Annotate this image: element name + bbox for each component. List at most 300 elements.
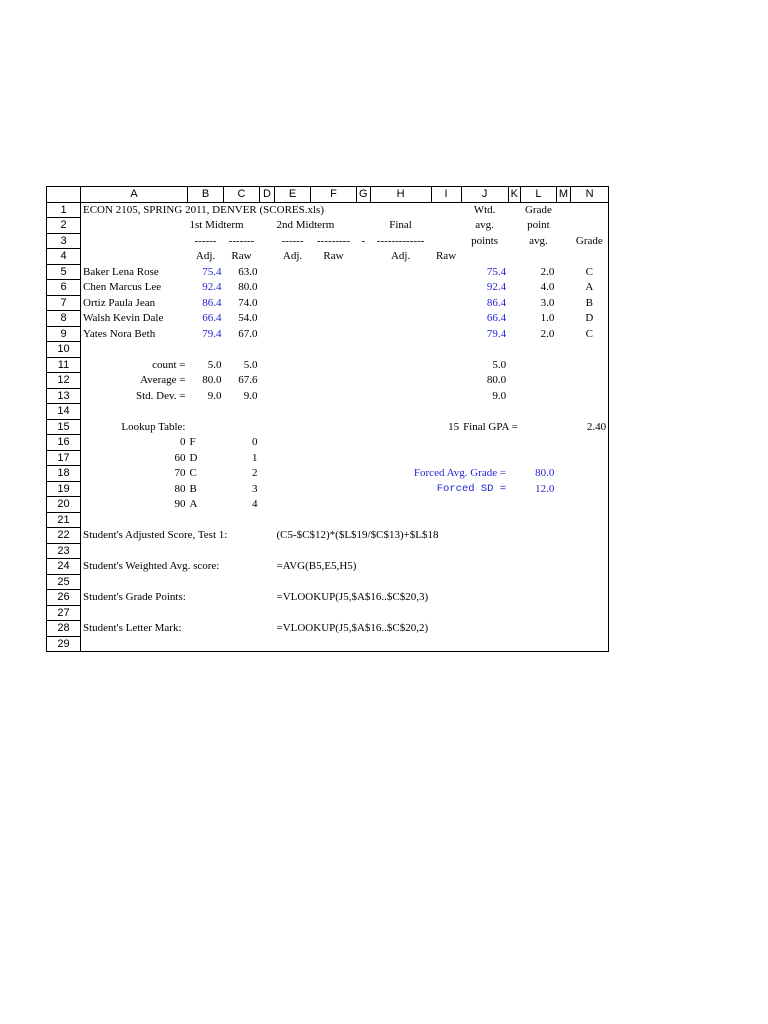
cell-i23[interactable] [431, 543, 461, 559]
cell-a16[interactable]: 0 [180, 436, 186, 449]
cell-l21[interactable] [520, 512, 556, 528]
cell-e21[interactable] [275, 512, 311, 528]
row-header[interactable]: 6 [47, 280, 81, 296]
cell-n7[interactable]: B [571, 295, 609, 311]
cell-k25[interactable] [508, 574, 520, 590]
cell-c23[interactable] [224, 543, 260, 559]
cell-a8[interactable]: Walsh Kevin Dale [83, 312, 164, 325]
cell-g4[interactable] [357, 249, 371, 265]
cell-n25[interactable] [571, 574, 609, 590]
cell-h20[interactable] [370, 497, 431, 513]
cell-n17[interactable] [571, 450, 609, 466]
cell-b20[interactable]: A [189, 498, 198, 511]
cell-b11[interactable]: 5.0 [207, 358, 222, 371]
row-header[interactable]: 8 [47, 311, 81, 327]
cell-i21[interactable] [431, 512, 461, 528]
cell-g12[interactable] [357, 373, 371, 389]
cell-i29[interactable] [431, 636, 461, 652]
cell-i8[interactable] [431, 311, 461, 327]
cell-l16[interactable] [520, 435, 556, 451]
cell-m16[interactable] [556, 435, 570, 451]
cell-a2[interactable] [81, 218, 188, 234]
cell-d17[interactable] [260, 450, 275, 466]
cell-c13[interactable]: 9.0 [243, 389, 258, 402]
cell-d12[interactable] [260, 373, 275, 389]
cell-l27[interactable] [520, 605, 556, 621]
cell-a4[interactable] [81, 249, 188, 265]
cell-g17[interactable] [357, 450, 371, 466]
cell-e7[interactable] [275, 295, 311, 311]
cell-e11[interactable] [275, 357, 311, 373]
row-header[interactable]: 19 [47, 481, 81, 497]
cell-g9[interactable] [357, 326, 371, 342]
cell-a5[interactable]: Baker Lena Rose [83, 265, 159, 278]
cell-c3[interactable]: ------- [228, 234, 255, 247]
cell-j15[interactable]: Final GPA = [463, 420, 518, 433]
cell-e15[interactable] [275, 419, 311, 435]
cell-h12[interactable] [370, 373, 431, 389]
cell-f21[interactable] [311, 512, 357, 528]
cell-c12[interactable]: 67.6 [238, 374, 258, 387]
cell-e26[interactable]: =VLOOKUP(J5,$A$16..$C$20,3) [276, 591, 429, 604]
cell-g18[interactable] [357, 466, 371, 482]
cell-f18[interactable] [311, 466, 357, 482]
cell-k1[interactable] [508, 202, 520, 218]
cell-c20[interactable]: 4 [252, 498, 258, 511]
cell-a7[interactable]: Ortiz Paula Jean [83, 296, 156, 309]
cell-g3[interactable]: - [361, 234, 366, 247]
cell-i10[interactable] [431, 342, 461, 358]
cell-g20[interactable] [357, 497, 371, 513]
cell-e25[interactable] [275, 574, 311, 590]
cell-f16[interactable] [311, 435, 357, 451]
cell-h29[interactable] [370, 636, 431, 652]
cell-f9[interactable] [311, 326, 357, 342]
cell-k2[interactable] [508, 218, 520, 234]
cell-n24[interactable] [571, 559, 609, 575]
cell-i3[interactable] [431, 233, 461, 249]
cell-n2[interactable] [571, 218, 609, 234]
cell-b23[interactable] [188, 543, 224, 559]
cell-k19[interactable] [508, 481, 520, 497]
cell-n5[interactable]: C [571, 264, 609, 280]
cell-d18[interactable] [260, 466, 275, 482]
cell-e13[interactable] [275, 388, 311, 404]
cell-d19[interactable] [260, 481, 275, 497]
cell-b8[interactable]: 66.4 [202, 312, 222, 325]
cell-a20[interactable]: 90 [174, 498, 186, 511]
column-header-m[interactable]: M [556, 187, 570, 203]
row-header[interactable]: 10 [47, 342, 81, 358]
cell-j29[interactable] [461, 636, 508, 652]
column-header-c[interactable]: C [224, 187, 260, 203]
cell-m6[interactable] [556, 280, 570, 296]
cell-h15[interactable] [370, 419, 431, 435]
row-header[interactable]: 14 [47, 404, 81, 420]
cell-m11[interactable] [556, 357, 570, 373]
cell-a1[interactable]: ECON 2105, SPRING 2011, DENVER (SCORES.xls) [83, 204, 325, 216]
cell-g5[interactable] [357, 264, 371, 280]
cell-a14[interactable] [81, 404, 188, 420]
cell-f15[interactable] [311, 419, 357, 435]
row-header[interactable]: 5 [47, 264, 81, 280]
cell-h2[interactable]: Final [389, 219, 412, 232]
cell-l25[interactable] [520, 574, 556, 590]
cell-m1[interactable] [556, 202, 570, 218]
cell-j21[interactable] [461, 512, 508, 528]
row-header[interactable]: 23 [47, 543, 81, 559]
row-header[interactable]: 16 [47, 435, 81, 451]
cell-i16[interactable] [431, 435, 461, 451]
cell-m13[interactable] [556, 388, 570, 404]
cell-k22[interactable] [508, 528, 520, 544]
cell-a15[interactable]: Lookup Table: [121, 420, 186, 433]
cell-e20[interactable] [275, 497, 311, 513]
cell-e10[interactable] [275, 342, 311, 358]
cell-b2[interactable]: 1st Midterm [189, 219, 244, 232]
row-header[interactable]: 25 [47, 574, 81, 590]
cell-n11[interactable] [571, 357, 609, 373]
cell-n16[interactable] [571, 435, 609, 451]
cell-e12[interactable] [275, 373, 311, 389]
cell-d25[interactable] [260, 574, 275, 590]
cell-a12[interactable]: Average = [140, 374, 186, 387]
row-header[interactable]: 13 [47, 388, 81, 404]
cell-m7[interactable] [556, 295, 570, 311]
column-header-g[interactable]: G [357, 187, 371, 203]
cell-h16[interactable] [370, 435, 431, 451]
cell-n10[interactable] [571, 342, 609, 358]
cell-a23[interactable] [81, 543, 188, 559]
cell-m10[interactable] [556, 342, 570, 358]
cell-k29[interactable] [508, 636, 520, 652]
cell-n20[interactable] [571, 497, 609, 513]
cell-h25[interactable] [370, 574, 431, 590]
cell-b12[interactable]: 80.0 [202, 374, 222, 387]
cell-l6[interactable]: 4.0 [540, 281, 555, 294]
cell-g8[interactable] [357, 311, 371, 327]
cell-i15[interactable]: 15 [448, 420, 460, 433]
cell-l17[interactable] [520, 450, 556, 466]
cell-g15[interactable] [357, 419, 371, 435]
cell-a24[interactable]: Student's Weighted Avg. score: [83, 560, 220, 573]
cell-b10[interactable] [188, 342, 224, 358]
cell-k26[interactable] [508, 590, 520, 606]
cell-l7[interactable]: 3.0 [540, 296, 555, 309]
cell-e14[interactable] [275, 404, 311, 420]
cell-k4[interactable] [508, 249, 520, 265]
cell-n6[interactable]: A [571, 280, 609, 296]
cell-k18[interactable] [508, 466, 520, 482]
cell-a29[interactable] [81, 636, 188, 652]
column-header-l[interactable]: L [520, 187, 556, 203]
cell-k7[interactable] [508, 295, 520, 311]
cell-a18[interactable]: 70 [174, 467, 186, 480]
cell-k20[interactable] [508, 497, 520, 513]
cell-h8[interactable] [370, 311, 431, 327]
cell-m8[interactable] [556, 311, 570, 327]
cell-l3[interactable]: avg. [529, 234, 548, 247]
cell-h27[interactable] [370, 605, 431, 621]
cell-n21[interactable] [571, 512, 609, 528]
cell-h7[interactable] [370, 295, 431, 311]
cell-c6[interactable]: 80.0 [238, 281, 258, 294]
cell-m12[interactable] [556, 373, 570, 389]
cell-b19[interactable]: B [189, 482, 197, 495]
cell-l11[interactable] [520, 357, 556, 373]
cell-m26[interactable] [556, 590, 570, 606]
row-header[interactable]: 29 [47, 636, 81, 652]
column-header-n[interactable]: N [571, 187, 609, 203]
cell-c15[interactable] [224, 419, 260, 435]
cell-i7[interactable] [431, 295, 461, 311]
cell-d5[interactable] [260, 264, 275, 280]
row-header[interactable]: 21 [47, 512, 81, 528]
cell-n4[interactable] [571, 249, 609, 265]
cell-d10[interactable] [260, 342, 275, 358]
row-header[interactable]: 15 [47, 419, 81, 435]
cell-j17[interactable] [461, 450, 508, 466]
cell-m27[interactable] [556, 605, 570, 621]
cell-i13[interactable] [431, 388, 461, 404]
cell-j4[interactable] [461, 249, 508, 265]
cell-f27[interactable] [311, 605, 357, 621]
column-header-f[interactable]: F [311, 187, 357, 203]
cell-k14[interactable] [508, 404, 520, 420]
cell-e4[interactable]: Adj. [282, 250, 303, 263]
cell-m19[interactable] [556, 481, 570, 497]
cell-m9[interactable] [556, 326, 570, 342]
cell-m15[interactable] [556, 419, 570, 435]
cell-a28[interactable]: Student's Letter Mark: [83, 622, 182, 635]
cell-d8[interactable] [260, 311, 275, 327]
cell-n13[interactable] [571, 388, 609, 404]
cell-g11[interactable] [357, 357, 371, 373]
cell-c7[interactable]: 74.0 [238, 296, 258, 309]
cell-k23[interactable] [508, 543, 520, 559]
cell-c27[interactable] [224, 605, 260, 621]
cell-l26[interactable] [520, 590, 556, 606]
cell-l28[interactable] [520, 621, 556, 637]
cell-a9[interactable]: Yates Nora Beth [83, 327, 156, 340]
column-header-b[interactable]: B [188, 187, 224, 203]
cell-e3[interactable]: ------ [281, 234, 304, 247]
cell-d23[interactable] [260, 543, 275, 559]
cell-d27[interactable] [260, 605, 275, 621]
cell-d9[interactable] [260, 326, 275, 342]
cell-l19[interactable]: 12.0 [535, 482, 555, 495]
row-header[interactable]: 24 [47, 559, 81, 575]
cell-g21[interactable] [357, 512, 371, 528]
cell-k24[interactable] [508, 559, 520, 575]
row-header[interactable]: 17 [47, 450, 81, 466]
select-all-corner[interactable] [47, 187, 81, 203]
cell-c4[interactable]: Raw [231, 250, 252, 263]
cell-k11[interactable] [508, 357, 520, 373]
cell-c18[interactable]: 2 [252, 467, 258, 480]
cell-b4[interactable]: Adj. [195, 250, 216, 263]
cell-k21[interactable] [508, 512, 520, 528]
cell-f6[interactable] [311, 280, 357, 296]
cell-n29[interactable] [571, 636, 609, 652]
cell-a27[interactable] [81, 605, 188, 621]
column-header-a[interactable]: A [81, 187, 188, 203]
cell-i20[interactable] [431, 497, 461, 513]
cell-b13[interactable]: 9.0 [207, 389, 222, 402]
cell-h19[interactable]: Forced SD = [436, 482, 507, 495]
cell-h18[interactable]: Forced Avg. Grade = [413, 467, 507, 480]
cell-f5[interactable] [311, 264, 357, 280]
cell-j3[interactable]: points [471, 234, 499, 247]
cell-b5[interactable]: 75.4 [202, 265, 222, 278]
cell-m14[interactable] [556, 404, 570, 420]
cell-a19[interactable]: 80 [174, 482, 186, 495]
cell-e29[interactable] [275, 636, 311, 652]
cell-f12[interactable] [311, 373, 357, 389]
cell-f8[interactable] [311, 311, 357, 327]
cell-n12[interactable] [571, 373, 609, 389]
row-header[interactable]: 20 [47, 497, 81, 513]
cell-f3[interactable]: --------- [317, 234, 350, 247]
cell-e18[interactable] [275, 466, 311, 482]
cell-j20[interactable] [461, 497, 508, 513]
cell-b9[interactable]: 79.4 [202, 327, 222, 340]
cell-d21[interactable] [260, 512, 275, 528]
cell-m25[interactable] [556, 574, 570, 590]
cell-g27[interactable] [357, 605, 371, 621]
column-header-h[interactable]: H [370, 187, 431, 203]
cell-c11[interactable]: 5.0 [243, 358, 258, 371]
cell-a11[interactable]: count = [152, 358, 186, 371]
cell-l24[interactable] [520, 559, 556, 575]
cell-m21[interactable] [556, 512, 570, 528]
cell-c10[interactable] [224, 342, 260, 358]
cell-h9[interactable] [370, 326, 431, 342]
cell-j14[interactable] [461, 404, 508, 420]
cell-h3[interactable]: ------------- [376, 234, 425, 247]
cell-b18[interactable]: C [189, 467, 197, 480]
cell-n26[interactable] [571, 590, 609, 606]
cell-h11[interactable] [370, 357, 431, 373]
cell-f14[interactable] [311, 404, 357, 420]
cell-h13[interactable] [370, 388, 431, 404]
cell-f29[interactable] [311, 636, 357, 652]
cell-k13[interactable] [508, 388, 520, 404]
cell-b21[interactable] [188, 512, 224, 528]
row-header[interactable]: 7 [47, 295, 81, 311]
cell-e24[interactable]: =AVG(B5,E5,H5) [276, 560, 357, 573]
cell-e28[interactable]: =VLOOKUP(J5,$A$16..$C$20,2) [276, 622, 429, 635]
cell-i1[interactable] [431, 202, 461, 218]
cell-h21[interactable] [370, 512, 431, 528]
cell-j6[interactable]: 92.4 [486, 281, 507, 294]
cell-n15[interactable]: 2.40 [571, 419, 609, 435]
cell-h14[interactable] [370, 404, 431, 420]
cell-i14[interactable] [431, 404, 461, 420]
cell-a13[interactable]: Std. Dev. = [136, 389, 186, 402]
cell-j16[interactable] [461, 435, 508, 451]
cell-g7[interactable] [357, 295, 371, 311]
cell-g2[interactable] [357, 218, 371, 234]
cell-a3[interactable] [81, 233, 188, 249]
cell-m5[interactable] [556, 264, 570, 280]
row-header[interactable]: 26 [47, 590, 81, 606]
cell-g13[interactable] [357, 388, 371, 404]
cell-g10[interactable] [357, 342, 371, 358]
cell-f17[interactable] [311, 450, 357, 466]
cell-m3[interactable] [556, 233, 570, 249]
cell-k27[interactable] [508, 605, 520, 621]
cell-i4[interactable]: Raw [435, 250, 457, 263]
cell-d15[interactable] [260, 419, 275, 435]
cell-k6[interactable] [508, 280, 520, 296]
cell-n19[interactable] [571, 481, 609, 497]
cell-a22[interactable]: Student's Adjusted Score, Test 1: [83, 529, 228, 542]
cell-k3[interactable] [508, 233, 520, 249]
cell-i17[interactable] [431, 450, 461, 466]
cell-f25[interactable] [311, 574, 357, 590]
cell-d26[interactable] [260, 590, 275, 606]
cell-l20[interactable] [520, 497, 556, 513]
cell-d13[interactable] [260, 388, 275, 404]
cell-g25[interactable] [357, 574, 371, 590]
cell-j23[interactable] [461, 543, 508, 559]
cell-l29[interactable] [520, 636, 556, 652]
cell-g29[interactable] [357, 636, 371, 652]
cell-l8[interactable]: 1.0 [540, 312, 555, 325]
cell-e6[interactable] [275, 280, 311, 296]
row-header[interactable]: 9 [47, 326, 81, 342]
cell-j8[interactable]: 66.4 [486, 312, 507, 325]
cell-j25[interactable] [461, 574, 508, 590]
cell-k9[interactable] [508, 326, 520, 342]
cell-h23[interactable] [370, 543, 431, 559]
cell-d4[interactable] [260, 249, 275, 265]
cell-n8[interactable]: D [571, 311, 609, 327]
cell-c8[interactable]: 54.0 [238, 312, 258, 325]
cell-n1[interactable] [571, 202, 609, 218]
cell-n28[interactable] [571, 621, 609, 637]
cell-n22[interactable] [571, 528, 609, 544]
cell-h10[interactable] [370, 342, 431, 358]
cell-j1[interactable]: Wtd. [473, 204, 496, 216]
cell-g6[interactable] [357, 280, 371, 296]
cell-i5[interactable] [431, 264, 461, 280]
cell-h17[interactable] [370, 450, 431, 466]
cell-k16[interactable] [508, 435, 520, 451]
cell-j9[interactable]: 79.4 [486, 327, 507, 340]
cell-d24[interactable] [260, 559, 275, 575]
cell-i11[interactable] [431, 357, 461, 373]
cell-e17[interactable] [275, 450, 311, 466]
cell-c17[interactable]: 1 [252, 451, 258, 464]
cell-l12[interactable] [520, 373, 556, 389]
cell-b27[interactable] [188, 605, 224, 621]
cell-d20[interactable] [260, 497, 275, 513]
cell-m24[interactable] [556, 559, 570, 575]
cell-j11[interactable]: 5.0 [492, 358, 507, 371]
cell-d28[interactable] [260, 621, 275, 637]
cell-i27[interactable] [431, 605, 461, 621]
cell-m17[interactable] [556, 450, 570, 466]
cell-d6[interactable] [260, 280, 275, 296]
cell-k8[interactable] [508, 311, 520, 327]
cell-c16[interactable]: 0 [252, 436, 258, 449]
cell-i6[interactable] [431, 280, 461, 296]
cell-d3[interactable] [260, 233, 275, 249]
cell-m29[interactable] [556, 636, 570, 652]
cell-b6[interactable]: 92.4 [202, 281, 222, 294]
